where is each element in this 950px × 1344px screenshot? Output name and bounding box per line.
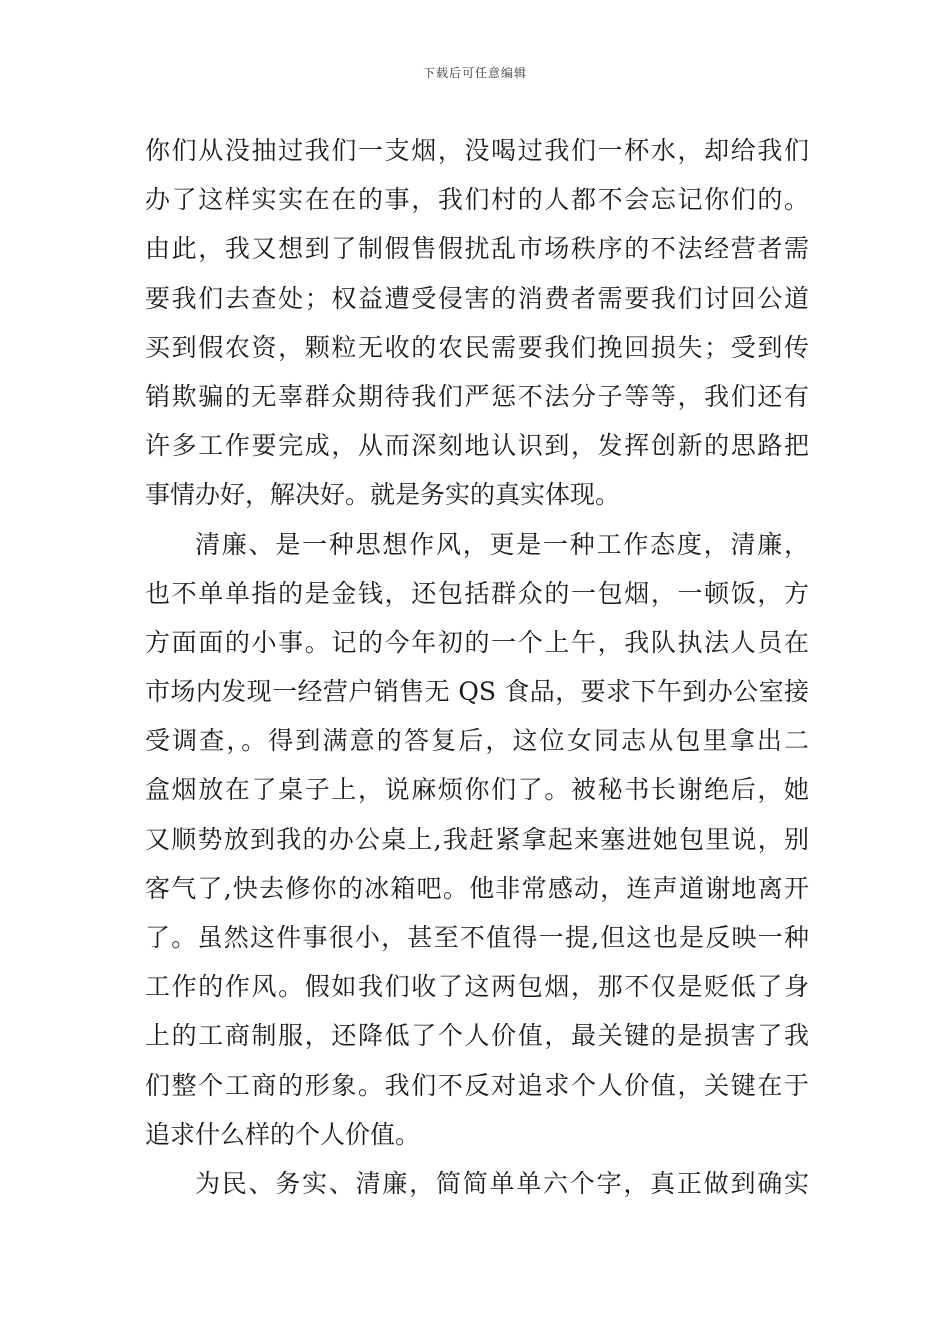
body-text bbox=[145, 126, 809, 1208]
text-line: 要我们去查处；权益遭受侵害的消费者需要我们讨回公道 bbox=[145, 283, 809, 313]
text-line: 工作的作风。假如我们收了这两包烟，那不仅是贬低了身 bbox=[145, 972, 809, 1002]
text-line: 了。虽然这件事很小，甚至不值得一提,但这也是反映一种 bbox=[145, 923, 809, 952]
text-line: 市场内发现一经营户销售无 QS 食品，要求下午到办公室接 bbox=[145, 677, 809, 707]
text-line: 你们从没抽过我们一支烟，没喝过我们一杯水，却给我们 bbox=[145, 136, 809, 165]
page-header: 下载后可任意编辑 bbox=[422, 66, 527, 80]
text-line: 由此，我又想到了制假售假扰乱市场秩序的不法经营者需 bbox=[145, 234, 809, 264]
text-line: 许多工作要完成，从而深刻地认识到，发挥创新的思路把 bbox=[145, 431, 809, 461]
text-line: 客气了,快去修你的冰箱吧。他非常感动，连声道谢地离开 bbox=[145, 873, 809, 903]
text-line: 买到假农资，颗粒无收的农民需要我们挽回损失；受到传 bbox=[145, 332, 809, 362]
text-line: 们整个工商的形象。我们不反对追求个人价值，关键在于 bbox=[145, 1070, 809, 1100]
text-line: 受调查，。得到满意的答复后，这位女同志从包里拿出二 bbox=[145, 726, 809, 756]
text-line: 追求什么样的个人价值。 bbox=[145, 1119, 421, 1149]
text-line: 盒烟放在了桌子上，说麻烦你们了。被秘书长谢绝后，她 bbox=[145, 775, 809, 805]
text-line: 方面面的小事。记的今年初的一个上午，我队执法人员在 bbox=[145, 627, 809, 657]
text-line: 又顺势放到我的办公桌上,我赶紧拿起来塞进她包里说，别 bbox=[145, 824, 809, 854]
text-line: 办了这样实实在在的事，我们村的人都不会忘记你们的。 bbox=[145, 185, 809, 215]
text-line: 上的工商制服，还降低了个人价值，最关键的是损害了我 bbox=[145, 1021, 809, 1051]
text-line: 事情办好，解决好。就是务实的真实体现。 bbox=[145, 480, 621, 510]
paragraph-first-line: 为民、务实、清廉，简简单单六个字，真正做到确实 bbox=[195, 1168, 809, 1198]
text-line: 也不单单指的是金钱，还包括群众的一包烟，一顿饭，方 bbox=[145, 578, 809, 608]
paragraph-first-line: 清廉、是一种思想作风，更是一种工作态度，清廉， bbox=[195, 529, 809, 559]
text-line: 销欺骗的无辜群众期待我们严惩不法分子等等，我们还有 bbox=[145, 381, 809, 411]
